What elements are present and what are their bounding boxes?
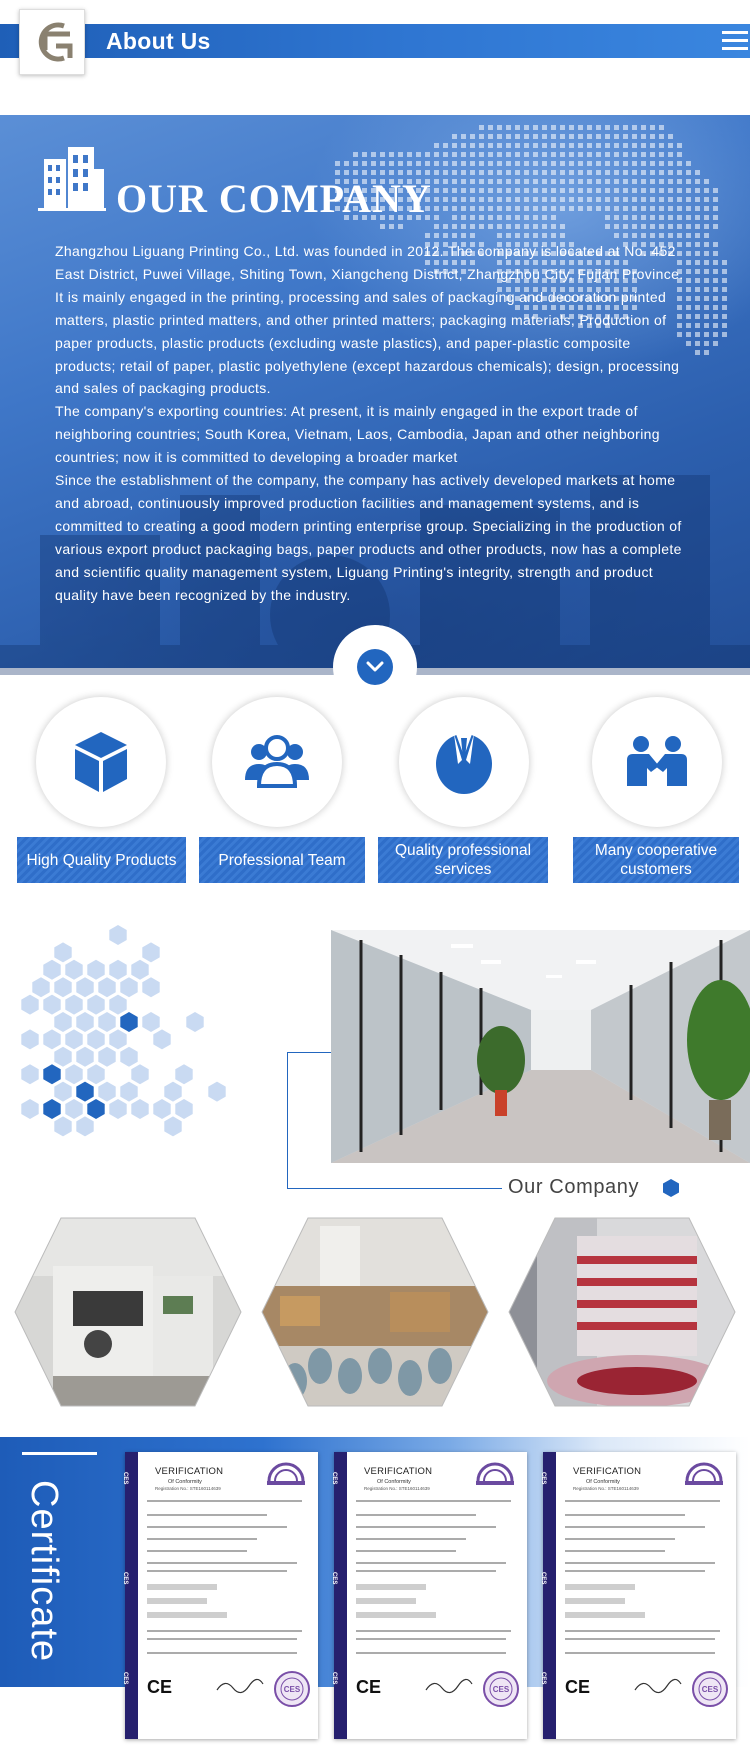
logo-mark-icon — [20, 10, 86, 76]
certificate-subheading: Of Conformity — [377, 1479, 411, 1485]
ces-seal-icon — [482, 1670, 520, 1708]
ce-mark: CE — [565, 1677, 591, 1697]
feature-label-quality-products[interactable]: High Quality Products — [17, 837, 186, 883]
menu-icon[interactable] — [722, 28, 750, 54]
certificate-reg-number: Registration No.: STE160114639 — [155, 1486, 221, 1491]
company-heading: OUR COMPANY — [116, 176, 432, 221]
office-corridor-photo — [331, 930, 750, 1163]
ce-mark: CE — [147, 1677, 173, 1697]
certificate-reg-number: Registration No.: STE160114639 — [364, 1486, 430, 1491]
team-icon — [245, 730, 309, 794]
certificate-document-1[interactable] — [122, 1452, 318, 1739]
feature-circle — [36, 697, 166, 827]
certificate-subheading: Of Conformity — [168, 1479, 202, 1485]
certification-logo-icon — [472, 1461, 518, 1487]
feature-label-cooperative-customers[interactable]: Many cooperative customers — [573, 837, 739, 883]
certificate-heading-text: VERIFICATION — [573, 1466, 642, 1477]
ce-mark: CE — [356, 1677, 382, 1697]
ces-seal-icon — [691, 1670, 729, 1708]
hexagon-pattern — [20, 925, 235, 1200]
signature-icon — [424, 1678, 474, 1694]
site-header — [0, 0, 750, 100]
connector-line — [287, 1052, 288, 1188]
certificate-heading: Certificate — [23, 1480, 65, 1663]
feature-label-professional-team[interactable]: Professional Team — [199, 837, 365, 883]
cube-icon — [69, 730, 133, 794]
certificate-side-strip: CES CES CES — [125, 1452, 138, 1739]
feature-circle — [592, 697, 722, 827]
machine-photo-1 — [13, 1216, 243, 1408]
certificate-rule — [22, 1452, 97, 1455]
svg-text:CES: CES — [283, 1685, 301, 1694]
signature-icon — [633, 1678, 683, 1694]
connector-line — [287, 1188, 502, 1189]
certification-logo-icon — [263, 1461, 309, 1487]
gallery-caption: Our Company — [508, 1176, 640, 1198]
certificate-subheading: Of Conformity — [586, 1479, 620, 1485]
certificate-side-strip: CES CES CES — [334, 1452, 347, 1739]
warehouse-photo — [260, 1216, 490, 1408]
certificate-reg-number: Registration No.: STE160114639 — [573, 1486, 639, 1491]
company-description — [55, 240, 690, 607]
feature-circle — [212, 697, 342, 827]
building-icon — [38, 145, 106, 213]
certification-logo-icon — [681, 1461, 727, 1487]
certificate-side-strip: CES CES CES — [543, 1452, 556, 1739]
company-hero — [0, 115, 750, 668]
certificate-document-2[interactable] — [331, 1452, 527, 1739]
feature-circle — [399, 697, 529, 827]
ces-seal-icon — [273, 1670, 311, 1708]
company-paragraph-1: Zhangzhou Liguang Printing Co., Ltd. was founded in 2012. The company is located at No. 452 East District, Puwei Village, Shiting Town, Xiangcheng District, Zhangzhou City, Fujian Province. It is mainly engaged in the printing, processing and sales of packaging and decoration printed matters, plastic printed matters, and other printed matters; packaging materials, Production of paper products, plastic products (excluding waste plastics), and paper-plastic composite products; retail of paper, plastic polyethylene (except hazardous chemicals); design, processing and sales of packaging products. — [55, 243, 684, 397]
suit-icon — [432, 730, 496, 794]
company-logo[interactable] — [19, 9, 85, 75]
feature-label-professional-services[interactable]: Quality professional services — [378, 837, 548, 883]
certificate-heading-text: VERIFICATION — [364, 1466, 433, 1477]
handshake-icon — [625, 730, 689, 794]
svg-text:CES: CES — [701, 1685, 719, 1694]
chevron-down-icon — [366, 659, 384, 675]
company-paragraph-3: Since the establishment of the company, the company has actively developed markets at home and abroad, continuously improved production facilities and management systems, and is committed to creating a good modern printing enterprise group. Specializing in the production of various export product packaging bags, paper products and other products, now has a complete and scientific quality management system, Liguang Printing's integrity, strength and product quality have been recognized by the industry. — [55, 472, 682, 603]
printing-press-photo — [507, 1216, 737, 1408]
svg-text:CES: CES — [492, 1685, 510, 1694]
connector-line — [287, 1052, 331, 1053]
signature-icon — [215, 1678, 265, 1694]
hexagon-bullet-icon — [662, 1178, 680, 1198]
certificate-document-3[interactable] — [540, 1452, 736, 1739]
scroll-down-button[interactable] — [357, 649, 393, 685]
company-paragraph-2: The company's exporting countries: At present, it is mainly engaged in the export trade of neighboring countries; South Korea, Vietnam, Laos, Cambodia, Japan and other neighboring countries; now it is committed to developing a broader market — [55, 403, 660, 466]
page-title: About Us — [106, 28, 211, 54]
certificate-heading-text: VERIFICATION — [155, 1466, 224, 1477]
